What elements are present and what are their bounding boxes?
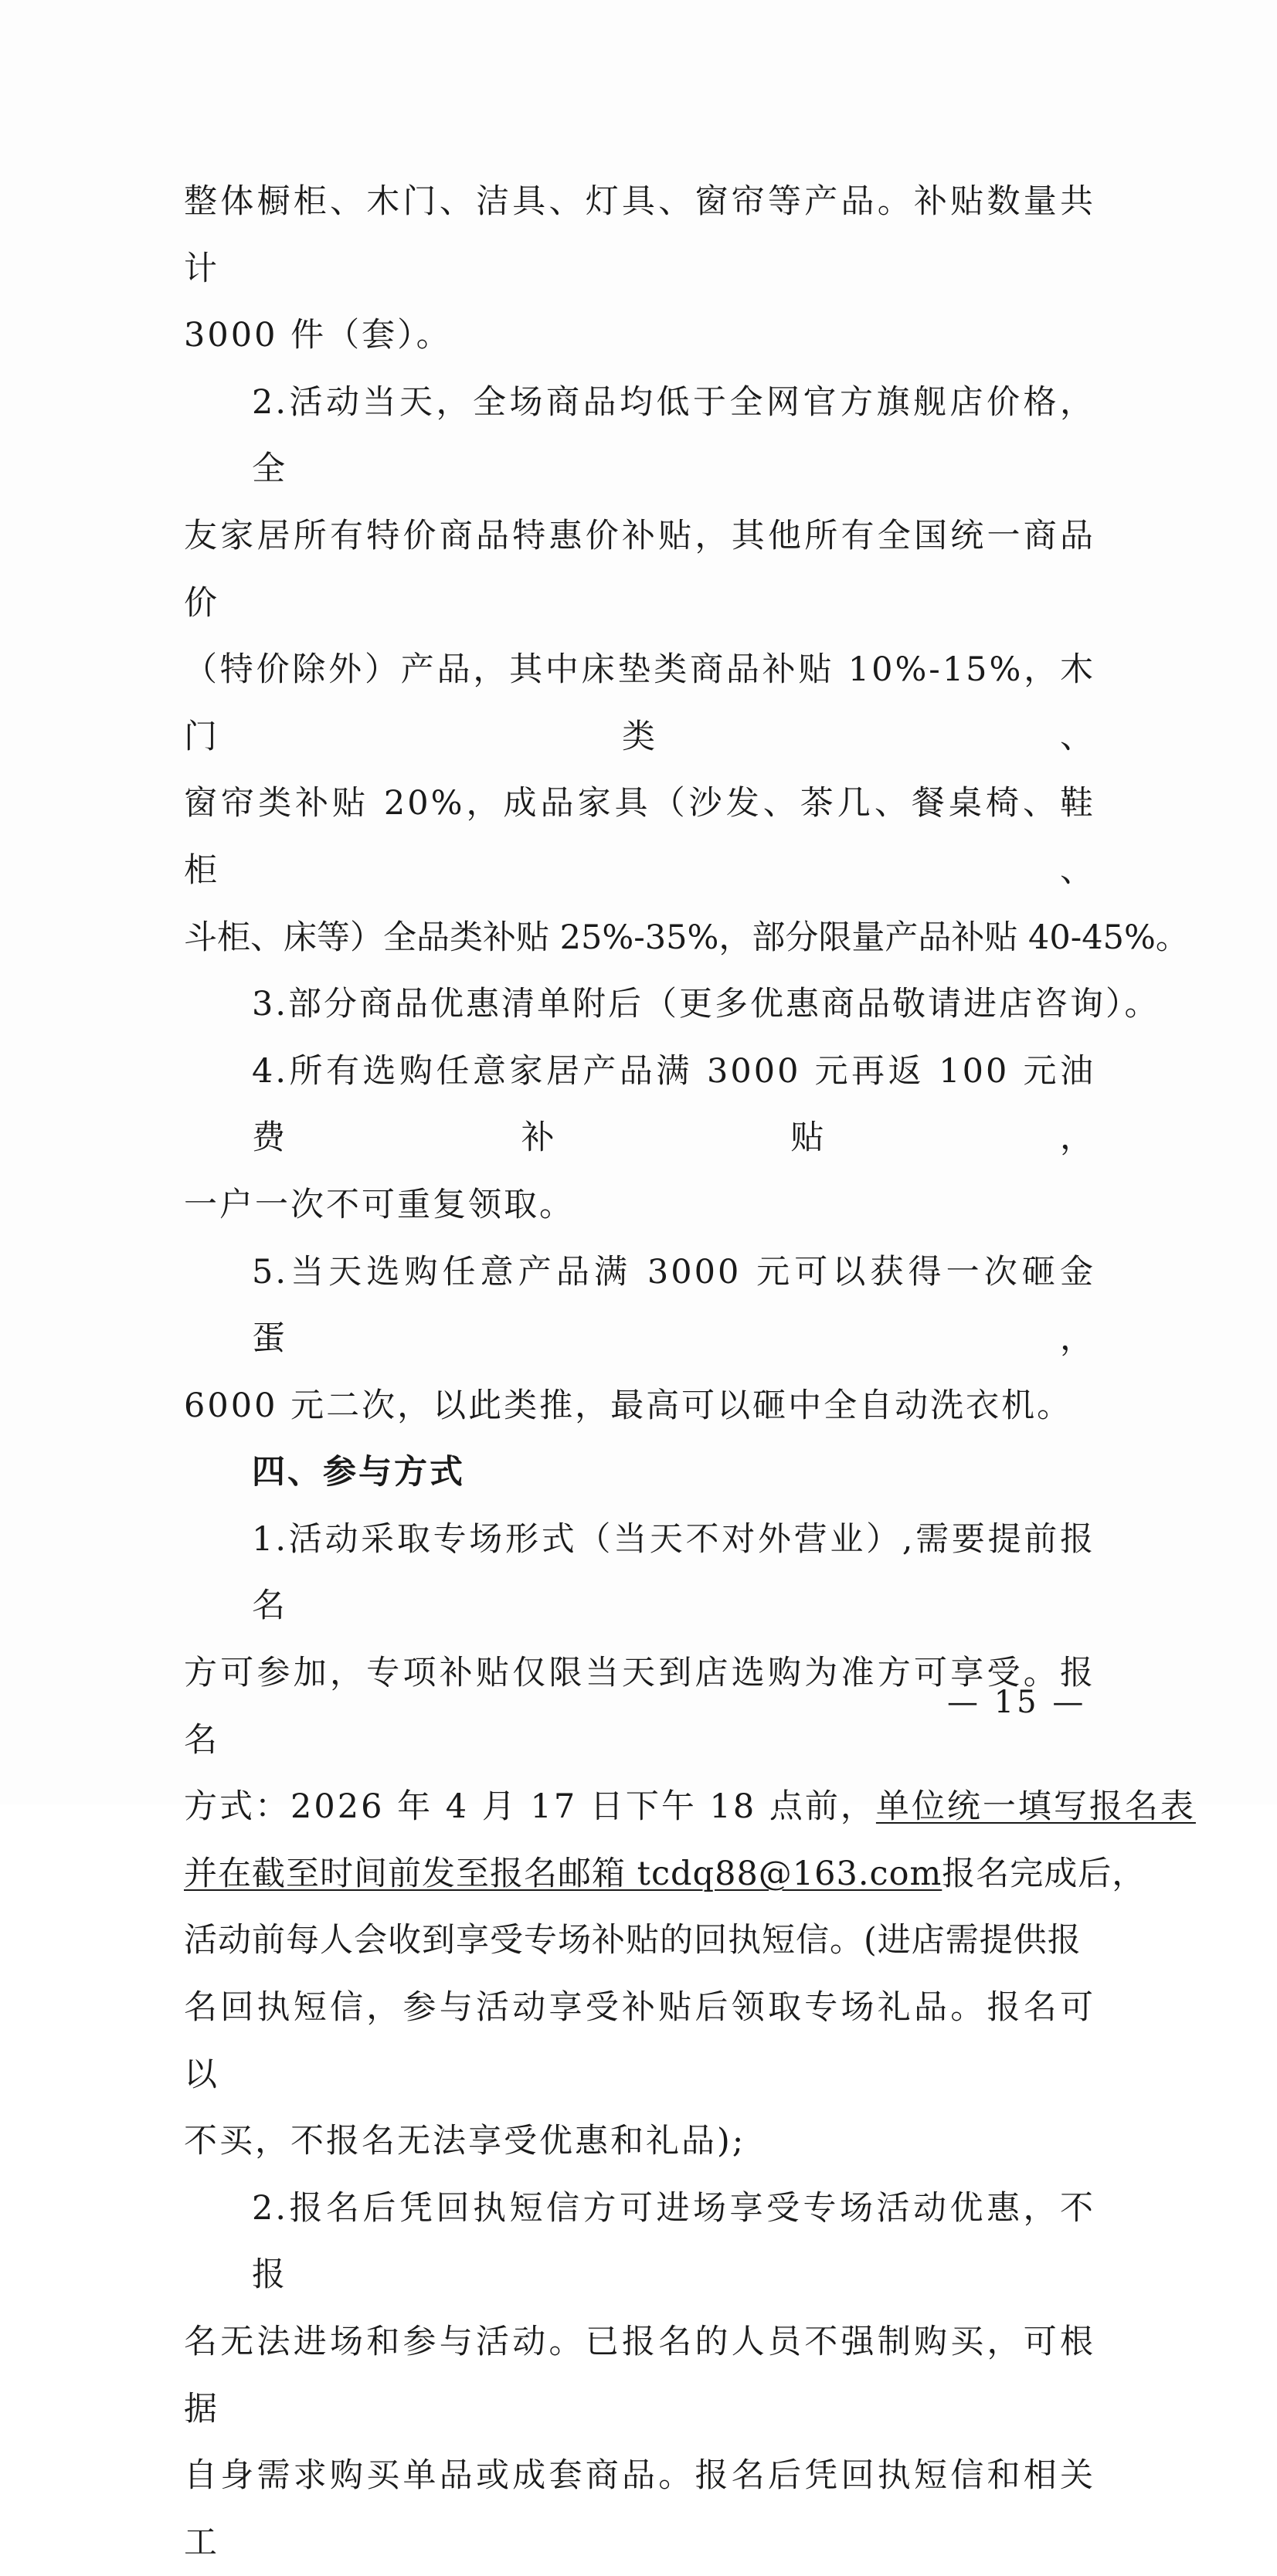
text-line: 1.活动采取专场形式（当天不对外营业）,需要提前报名 xyxy=(252,1519,1095,1626)
paragraph-2 xyxy=(184,369,1189,971)
text-line xyxy=(184,1773,1196,1841)
page-number: — 15 — xyxy=(947,1685,1087,1720)
text-line: 整体橱柜、木门、洁具、灯具、窗帘等产品。补贴数量共计 xyxy=(184,182,1095,288)
text-line: 活动前每人会收到享受专场补贴的回执短信。(进店需提供报 xyxy=(184,1921,1082,1960)
paragraph-3 xyxy=(184,971,1160,1038)
participation-item-2 xyxy=(184,2175,1095,2576)
email-link[interactable]: 并在截至时间前发至报名邮箱 tcdq88@163.com xyxy=(184,1854,942,1893)
text-line: 2.活动当天，全场商品均低于全网官方旗舰店价格，全 xyxy=(252,382,1095,489)
paragraph-5 xyxy=(184,1239,1095,1440)
paragraph-1 xyxy=(184,168,1095,369)
document-body xyxy=(184,168,1196,2576)
text-line: 友家居所有特价商品特惠价补贴，其他所有全国统一商品价 xyxy=(184,516,1095,623)
text-line: 窗帘类补贴 20%，成品家具（沙发、茶几、餐桌椅、鞋柜、 xyxy=(184,784,1095,890)
participation-item-1 xyxy=(184,1506,1196,2175)
text-segment: 方式：2026 年 4 月 17 日下午 18 点前， xyxy=(184,1787,876,1827)
text-line: 3000 件（套）。 xyxy=(184,316,452,355)
text-line: 2.报名后凭回执短信方可进场享受专场活动优惠，不报 xyxy=(252,2188,1095,2295)
text-line: 名无法进场和参与活动。已报名的人员不强制购买，可根据 xyxy=(184,2323,1095,2428)
paragraph-4 xyxy=(184,1038,1095,1239)
text-line: 自身需求购买单品或成套商品。报名后凭回执短信和相关工 xyxy=(184,2456,1095,2562)
text-line: 不买，不报名无法享受优惠和礼品); xyxy=(184,2122,746,2161)
text-line: 3.部分商品优惠清单附后（更多优惠商品敬请进店咨询）。 xyxy=(252,985,1160,1024)
text-segment: 报名完成后， xyxy=(942,1854,1146,1893)
text-line: 5.当天选购任意产品满 3000 元可以获得一次砸金蛋， xyxy=(252,1252,1095,1359)
text-line xyxy=(184,1841,1146,1908)
text-line: 4.所有选购任意家居产品满 3000 元再返 100 元油费补贴， xyxy=(252,1051,1095,1158)
text-line: 方可参加，专项补贴仅限当天到店选购为准方可享受。报名 xyxy=(184,1654,1095,1760)
section-heading: 四、参与方式 xyxy=(252,1453,465,1492)
underlined-text: 单位统一填写报名表 xyxy=(875,1787,1196,1827)
text-line: 一户一次不可重复领取。 xyxy=(184,1185,575,1224)
text-line: 名回执短信，参与活动享受补贴后领取专场礼品。报名可以 xyxy=(184,1988,1095,2094)
text-line: 斗柜、床等）全品类补贴 25%-35%，部分限量产品补贴 40-45%。 xyxy=(184,918,1189,957)
text-line: 6000 元二次，以此类推，最高可以砸中全自动洗衣机。 xyxy=(184,1386,1073,1425)
text-line: （特价除外）产品，其中床垫类商品补贴 10%-15%，木门类、 xyxy=(184,650,1095,756)
